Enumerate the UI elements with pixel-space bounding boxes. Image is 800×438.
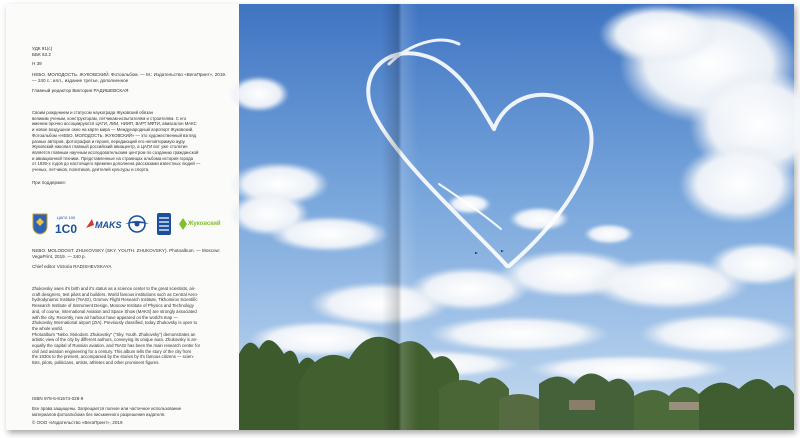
bbk-code: ББК 63.2 — [32, 52, 51, 57]
book-spread — [6, 4, 794, 430]
tsagi-100-logo — [54, 211, 78, 237]
maks-logo-text: MAKS — [95, 220, 122, 230]
aeroflot-emblem-logo — [124, 214, 150, 234]
sky-photo — [239, 4, 794, 430]
description-en: Zhukovsky owes it's birth and it's status as a science center to the great scientists, air- craft designers, test pilots and builders. World famous institutions such as Central Aero- hydrodynamic Institute (TsAGI), Gromov Flight Research Institute, Tikhomirov Scientific Research Institute of Instrument Design, Moscow Institute of Physics and Technology and, of course, International Aviation and Space Show (MAKS) are strongly associated with the city. Recently, new air harbour have appeared on the world's map — Zhukovsky International airport (ZIA). Previously classified, today Zhukovsky is open to the whole world. Photoalbum "Nebo. Molodost. Zhukovsky" ("Sky. Youth. Zhukovsky") demonstrates an artistic view of the city by different authors, conveying its unique aura. Zhukovsky is an- equally the capital of Russian aviation, and TsAGI has been the main research center for civil and aviation engineering for a century. This album tells the story of the city from the 1930s to the present, accompanied by the stories by it's famous citizens — scien- tists, pilots, politicians, artists, athletes and other prominent figures. — [32, 286, 201, 366]
zhukovsky-logo-text: Жуковский — [188, 221, 221, 227]
title-en: NEBO. MOLODOST. ZHUKOVSKY (SKY. YOUTH. ZHUKOVSKY). Photoalbum. — Moscow: VegaPrint, 2019. — 240 p. — [32, 248, 221, 259]
support-label: При поддержке: — [32, 180, 67, 185]
isbn: ISBN 978-5-91574-028-9 — [32, 396, 84, 401]
coat-of-arms-logo — [32, 213, 48, 235]
spine-gutter — [382, 4, 418, 430]
sponsor-logos — [32, 204, 232, 244]
udk-code: УДК 91(с) — [32, 46, 53, 51]
svg-text:1C0: 1C0 — [54, 222, 78, 236]
tsagi-logo-text: ЦАГИ 100 — [56, 215, 76, 220]
description-ru: Своим рождением и статусом наукограда Жуковский обязан великим ученым, конструкторам, летчикам-испытателям и строителям. С его именем прочно ассоциируются ЦАГИ, ЛИИ, НИИП, ВАРТ МФТИ, авиасалон МАКС и новое воздушное окно на карте мира — Международный аэропорт Жуковский. Фотоальбом «НЕБО. МОЛОДОСТЬ. ЖУКОВСКИЙ» — это художественный взгляд разных авторов, фотографов и героев, передающий его неповторимую ауру. Жуковский накопил главный российский авиацентр, а ЦАГИ вот уже столетие является главным научным исследовательским центром по созданию гражданской и авиационной техники. Представленные на страницах альбома история города от 1930-х годов до настоящего времени дополнена рассказами известных людей — ученых, летчиков, политиков, деятелей культуры и спорта. — [32, 110, 201, 173]
rights-notice: Все права защищены. Запрещается полное или частичное использование материалов фотоальбома без письменного разрешения издателя. — [32, 406, 182, 417]
zhukovsky-brand-logo — [178, 217, 221, 231]
imprint-page — [6, 4, 239, 430]
editor-en: Chief editor Victoria RADISHEVSKAYA — [32, 264, 112, 269]
institute-emblem-logo — [156, 212, 172, 236]
copyright: © ООО «Издательство «ВегаПринт», 2019 — [32, 420, 123, 425]
author-code: Н 39 — [32, 61, 42, 66]
title-ru: НЕБО. МОЛОДОСТЬ. ЖУКОВСКИЙ. Фотоальбом. — М.: Издательство «ВегаПринт», 2019. — 240 с.: илл., издание третье, дополненное — [32, 72, 227, 83]
editor-ru: Главный редактор Виктория РАДИШЕВСКАЯ — [32, 88, 129, 93]
maks-logo — [84, 216, 122, 232]
